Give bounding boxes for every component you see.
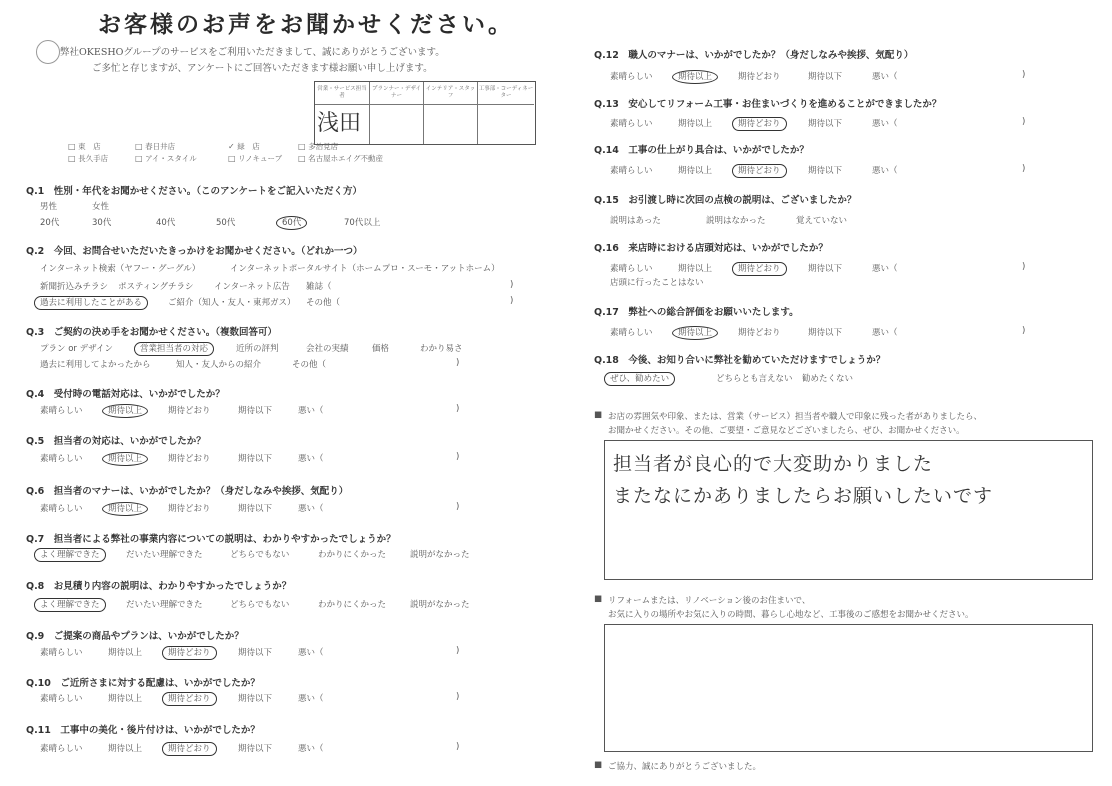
- comment1-bullet: ■: [594, 410, 603, 420]
- option-label: 素晴らしい: [40, 648, 83, 658]
- option-label: ): [456, 452, 460, 462]
- option-q8[interactable]: [230, 598, 289, 610]
- option-q10-selected[interactable]: [168, 692, 217, 704]
- option-label: 過去に利用してよかったから: [40, 360, 151, 370]
- store-label: アイ・スタイル: [145, 154, 197, 163]
- option-label: ): [1022, 164, 1026, 174]
- option-q16[interactable]: [610, 276, 704, 288]
- option-q13[interactable]: [872, 117, 898, 129]
- option-q12[interactable]: [738, 70, 781, 82]
- option-q3[interactable]: [420, 342, 463, 354]
- option-label: わかりにくかった: [318, 600, 387, 610]
- question-1: Q.1 性別・年代をお聞かせください。（このアンケートをご記入いただく方）: [26, 186, 362, 197]
- option-q2[interactable]: [40, 280, 108, 292]
- option-q14[interactable]: [872, 164, 898, 176]
- option-label: わかりにくかった: [318, 550, 387, 560]
- option-q5[interactable]: [168, 452, 211, 464]
- option-label: 悪い（: [872, 328, 898, 338]
- option-label: 悪い（: [872, 264, 898, 274]
- option-label: 30代: [92, 218, 112, 228]
- option-close-paren: [456, 692, 459, 702]
- option-label: 雑誌（: [306, 282, 332, 292]
- option-label: 期待以下: [808, 72, 843, 82]
- option-label: 悪い（: [298, 406, 324, 416]
- option-label: 素晴らしい: [610, 328, 653, 338]
- option-q8-selected[interactable]: [40, 598, 106, 610]
- option-q18-selected[interactable]: [610, 372, 675, 384]
- store-option-2[interactable]: [228, 141, 260, 152]
- store-option-4[interactable]: [68, 153, 108, 164]
- option-label: よく理解できた: [34, 598, 106, 612]
- option-label: よく理解できた: [34, 548, 106, 562]
- checkbox-icon[interactable]: □: [135, 142, 146, 151]
- option-q7[interactable]: [126, 548, 203, 560]
- store-label: 長久手店: [78, 154, 109, 163]
- option-label: どちらでもない: [230, 550, 290, 560]
- company-logo: [36, 40, 60, 64]
- option-q4-selected[interactable]: [108, 404, 148, 416]
- option-q11[interactable]: [298, 742, 324, 754]
- comment1-prompt-2: お聞かせください。その他、ご要望・ご意見などございましたら、ぜひ、お聞かせください。: [608, 426, 965, 436]
- footer-bullet: ■: [594, 760, 603, 770]
- option-label: 悪い（: [298, 504, 324, 514]
- option-label: だいたい理解できた: [126, 550, 203, 560]
- comment1-answer-line-1: 担当者が良心的で大変助かりました: [613, 453, 934, 475]
- option-label: ぜひ、勧めたい: [604, 372, 675, 386]
- option-label: ): [1022, 117, 1026, 127]
- option-label: 期待以上: [108, 694, 143, 704]
- store-label: 多治見店: [308, 142, 339, 151]
- option-label: 営業担当者の対応: [134, 342, 214, 356]
- store-option-0[interactable]: [68, 141, 101, 152]
- option-label: ): [456, 502, 460, 512]
- option-label: 説明はなかった: [706, 216, 766, 226]
- comment1-box[interactable]: [604, 440, 1093, 580]
- question-15: Q.15 お引渡し時に次回の点検の説明は、ございましたか？: [594, 195, 857, 206]
- option-label: 新聞折込みチラシ: [40, 282, 109, 292]
- option-q4[interactable]: [298, 404, 324, 416]
- store-option-7[interactable]: [298, 153, 383, 164]
- option-q18[interactable]: [802, 372, 853, 384]
- option-label: ): [456, 742, 460, 752]
- option-q13[interactable]: [678, 117, 712, 129]
- option-label: 悪い（: [298, 744, 324, 754]
- option-q1-selected[interactable]: [282, 216, 307, 228]
- option-close-paren: [456, 646, 459, 656]
- store-label: 春日井店: [145, 142, 176, 151]
- option-q7[interactable]: [410, 548, 470, 560]
- option-label: 期待以上: [102, 452, 148, 466]
- store-option-3[interactable]: [298, 141, 338, 152]
- checkmark-icon[interactable]: ✓: [228, 142, 238, 151]
- option-label: ): [456, 358, 460, 368]
- option-label: その他（: [306, 298, 341, 308]
- option-label: 期待以下: [238, 406, 273, 416]
- option-q3-selected[interactable]: [140, 342, 214, 354]
- option-label: 素晴らしい: [610, 264, 653, 274]
- option-label: 期待以下: [238, 694, 273, 704]
- option-label: 素晴らしい: [40, 454, 83, 464]
- option-label: 期待以下: [238, 744, 273, 754]
- option-q1[interactable]: [344, 216, 380, 228]
- checkbox-icon[interactable]: □: [298, 154, 309, 163]
- question-5: Q.5 担当者の対応は、いかがでしたか？: [26, 436, 206, 447]
- staff-header-construction: 工事部・コーディネーター: [478, 82, 534, 105]
- option-label: 素晴らしい: [40, 694, 83, 704]
- question-13: Q.13 安心してリフォーム工事・お住まいづくりを進めることができましたか？: [594, 99, 942, 110]
- option-label: 期待どおり: [738, 328, 781, 338]
- option-q17[interactable]: [738, 326, 781, 338]
- option-label: 過去に利用したことがある: [34, 296, 148, 310]
- option-q16[interactable]: [678, 262, 712, 274]
- option-q14[interactable]: [610, 164, 653, 176]
- option-q9[interactable]: [238, 646, 272, 658]
- option-label: ): [510, 280, 514, 290]
- question-18: Q.18 今後、お知り合いに弊社を勧めていただけますでしょうか？: [594, 355, 886, 366]
- option-label: 女性: [92, 202, 110, 212]
- option-label: 素晴らしい: [610, 72, 653, 82]
- option-label: 素晴らしい: [610, 119, 653, 129]
- option-label: 期待以上: [672, 326, 718, 340]
- option-close-paren: [456, 404, 459, 414]
- option-q5[interactable]: [238, 452, 272, 464]
- option-label: 期待どおり: [162, 692, 217, 706]
- option-q10[interactable]: [298, 692, 324, 704]
- store-option-1[interactable]: [135, 141, 175, 152]
- option-q12-selected[interactable]: [678, 70, 718, 82]
- option-q8[interactable]: [126, 598, 203, 610]
- option-label: 説明がなかった: [410, 600, 470, 610]
- comment2-prompt-1: リフォームまたは、リノベーション後のお住まいで、: [608, 596, 811, 606]
- option-label: 期待以下: [808, 264, 843, 274]
- option-q2[interactable]: [306, 296, 340, 308]
- option-label: ): [1022, 70, 1026, 80]
- option-label: 期待どおり: [162, 646, 217, 660]
- option-close-paren: [510, 296, 513, 306]
- store-label: 東 店: [78, 142, 101, 151]
- checkbox-icon[interactable]: □: [68, 142, 79, 151]
- option-label: 期待どおり: [162, 742, 217, 756]
- option-q7[interactable]: [230, 548, 289, 560]
- option-label: だいたい理解できた: [126, 600, 203, 610]
- option-q8[interactable]: [410, 598, 470, 610]
- option-q2[interactable]: [306, 280, 332, 292]
- staff-name-handwritten: 浅田: [317, 111, 362, 136]
- page-title: お客様のお声をお聞かせください。: [98, 12, 514, 38]
- option-label: 期待以上: [108, 648, 143, 658]
- comment1-prompt-1: お店の雰囲気や印象、または、営業（サービス）担当者や職人で印象に残った者がありましたら、: [608, 412, 983, 422]
- option-label: 期待以下: [808, 328, 843, 338]
- option-q12[interactable]: [610, 70, 653, 82]
- option-label: 60代: [276, 216, 307, 230]
- option-q5-selected[interactable]: [108, 452, 148, 464]
- option-q9[interactable]: [108, 646, 142, 658]
- option-close-paren: [1022, 262, 1025, 272]
- option-label: 素晴らしい: [40, 504, 83, 514]
- comment2-prompt-2: お気に入りの場所やお気に入りの時間、暮らし心地など、工事後のご感想をお聞かせください。: [608, 610, 974, 620]
- option-label: 期待以下: [238, 504, 273, 514]
- option-close-paren: [1022, 70, 1025, 80]
- comment2-bullet: ■: [594, 594, 603, 604]
- option-label: 50代: [216, 218, 236, 228]
- option-q17[interactable]: [872, 326, 898, 338]
- intro-line-1: 弊社OKESHOグループのサービスをご利用いただきまして、誠にありがとうございます。: [60, 47, 445, 58]
- option-q15[interactable]: [796, 214, 847, 226]
- question-12: Q.12 職人のマナーは、いかがでしたか？（身だしなみや挨拶、気配り）: [594, 50, 914, 61]
- checkbox-icon[interactable]: □: [68, 154, 79, 163]
- option-q11-selected[interactable]: [168, 742, 217, 754]
- comment1-answer-line-2: またなにかありましたらお願いしたいです: [613, 485, 994, 507]
- question-8: Q.8 お見積り内容の説明は、わかりやすかったでしょうか？: [26, 581, 292, 592]
- option-label: 40代: [156, 218, 176, 228]
- option-q2[interactable]: [40, 262, 200, 274]
- option-q10[interactable]: [40, 692, 83, 704]
- option-label: 悪い（: [872, 72, 898, 82]
- question-2: Q.2 今回、お問合せいただいたきっかけをお聞かせください。（どれか一つ）: [26, 246, 363, 257]
- option-close-paren: [1022, 326, 1025, 336]
- question-11: Q.11 工事中の美化・後片付けは、いかがでしたか？: [26, 725, 260, 736]
- option-q3[interactable]: [40, 342, 113, 354]
- option-q4[interactable]: [238, 404, 272, 416]
- question-3: Q.3 ご契約の決め手をお聞かせください。（複数回答可）: [26, 327, 278, 338]
- option-q7-selected[interactable]: [40, 548, 106, 560]
- question-7: Q.7 担当者による弊社の事業内容についての説明は、わかりやすかったでしょうか？: [26, 534, 396, 545]
- option-label: プラン or デザイン: [40, 344, 114, 354]
- option-label: 20代: [40, 218, 60, 228]
- option-label: 期待どおり: [168, 454, 211, 464]
- store-option-5[interactable]: [135, 153, 197, 164]
- option-q10[interactable]: [238, 692, 272, 704]
- option-q13[interactable]: [808, 117, 842, 129]
- option-label: ポスティングチラシ: [118, 282, 194, 292]
- option-q6[interactable]: [40, 502, 83, 514]
- option-q12[interactable]: [872, 70, 898, 82]
- option-q5[interactable]: [40, 452, 83, 464]
- option-q14-selected[interactable]: [738, 164, 787, 176]
- option-q13-selected[interactable]: [738, 117, 787, 129]
- option-close-paren: [1022, 117, 1025, 127]
- option-q6[interactable]: [168, 502, 211, 514]
- option-q3[interactable]: [176, 358, 261, 370]
- option-label: 期待どおり: [168, 504, 211, 514]
- option-label: 説明はあった: [610, 216, 661, 226]
- option-label: 期待以上: [102, 502, 148, 516]
- option-label: ): [510, 296, 514, 306]
- option-q2-selected[interactable]: [40, 296, 148, 308]
- question-14: Q.14 工事の仕上がり具合は、いかがでしたか？: [594, 145, 809, 156]
- option-q1[interactable]: [92, 200, 109, 212]
- staff-header-planner: プランナー・デザイナー: [370, 82, 424, 105]
- option-q16[interactable]: [808, 262, 842, 274]
- option-label: 期待以下: [238, 648, 273, 658]
- option-label: 店頭に行ったことはない: [610, 278, 704, 288]
- option-label: インターネットポータルサイト（ホームプロ・スーモ・アットホーム）: [230, 264, 500, 274]
- option-label: どちらとも言えない: [716, 374, 793, 384]
- option-q3[interactable]: [40, 358, 151, 370]
- option-label: 期待どおり: [732, 164, 787, 178]
- option-label: 期待どおり: [732, 117, 787, 131]
- option-label: 期待以上: [108, 744, 143, 754]
- option-label: インターネット広告: [214, 282, 290, 292]
- option-q1[interactable]: [216, 216, 235, 228]
- option-label: 期待どおり: [738, 72, 781, 82]
- option-close-paren: [456, 358, 459, 368]
- option-label: 素晴らしい: [40, 744, 83, 754]
- option-q17[interactable]: [808, 326, 842, 338]
- staff-table: [314, 81, 536, 145]
- option-label: 期待以上: [678, 264, 713, 274]
- option-q16-selected[interactable]: [738, 262, 787, 274]
- option-label: 価格: [372, 344, 390, 354]
- option-q15[interactable]: [610, 214, 661, 226]
- option-label: ): [1022, 262, 1026, 272]
- option-close-paren: [456, 452, 459, 462]
- option-q6[interactable]: [298, 502, 324, 514]
- option-label: 期待以上: [678, 119, 713, 129]
- comment2-box[interactable]: [604, 624, 1093, 752]
- option-q3[interactable]: [292, 358, 326, 370]
- option-label: 悪い（: [298, 648, 324, 658]
- option-q6[interactable]: [238, 502, 272, 514]
- option-label: 素晴らしい: [40, 406, 83, 416]
- option-q1[interactable]: [156, 216, 175, 228]
- option-label: どちらでもない: [230, 600, 290, 610]
- option-label: 説明がなかった: [410, 550, 470, 560]
- option-label: 悪い（: [298, 694, 324, 704]
- option-q18[interactable]: [716, 372, 793, 384]
- option-close-paren: [1022, 164, 1025, 174]
- option-q15[interactable]: [706, 214, 766, 226]
- option-q11[interactable]: [238, 742, 272, 754]
- store-option-6[interactable]: [228, 153, 282, 164]
- option-q9-selected[interactable]: [168, 646, 217, 658]
- question-4: Q.4 受付時の電話対応は、いかがでしたか？: [26, 389, 225, 400]
- option-q2[interactable]: [168, 296, 296, 308]
- option-label: ): [456, 646, 460, 656]
- staff-header-sales: 営業・サービス担当者: [315, 82, 370, 105]
- option-label: わかり易さ: [420, 344, 463, 354]
- option-q17-selected[interactable]: [678, 326, 718, 338]
- option-label: 勧めたくない: [802, 374, 854, 384]
- option-q4[interactable]: [168, 404, 211, 416]
- question-9: Q.9 ご提案の商品やプランは、いかがでしたか？: [26, 631, 244, 642]
- option-q14[interactable]: [678, 164, 712, 176]
- option-label: 期待以下: [238, 454, 273, 464]
- option-label: 悪い（: [298, 454, 324, 464]
- option-label: ): [1022, 326, 1026, 336]
- option-label: 悪い（: [872, 119, 898, 129]
- option-q5[interactable]: [298, 452, 324, 464]
- option-q1[interactable]: [40, 216, 59, 228]
- option-q17[interactable]: [610, 326, 653, 338]
- option-q4[interactable]: [40, 404, 83, 416]
- option-q3[interactable]: [236, 342, 279, 354]
- staff-header-interior: インテリア・スタッフ: [424, 82, 478, 105]
- intro-line-2: ご多忙と存じますが、アンケートにご回答いただきます様お願い申し上げます。: [92, 63, 433, 74]
- option-label: 期待以下: [808, 119, 843, 129]
- option-label: 期待以上: [672, 70, 718, 84]
- option-label: その他（: [292, 360, 327, 370]
- option-close-paren: [456, 502, 459, 512]
- store-label: リノキューブ: [238, 154, 283, 163]
- store-label: 名古屋ホエイグ不動産: [308, 154, 383, 163]
- checkbox-icon[interactable]: □: [135, 154, 146, 163]
- option-q9[interactable]: [40, 646, 83, 658]
- option-close-paren: [456, 742, 459, 752]
- question-6: Q.6 担当者のマナーは、いかがでしたか？（身だしなみや挨拶、気配り）: [26, 486, 349, 497]
- option-q6-selected[interactable]: [108, 502, 148, 514]
- checkbox-icon[interactable]: □: [298, 142, 309, 151]
- option-q3[interactable]: [306, 342, 349, 354]
- option-label: 覚えていない: [796, 216, 848, 226]
- option-label: 期待以上: [678, 166, 713, 176]
- option-label: 会社の実績: [306, 344, 349, 354]
- option-q16[interactable]: [872, 262, 898, 274]
- option-q1[interactable]: [40, 200, 57, 212]
- option-q11[interactable]: [108, 742, 142, 754]
- option-q7[interactable]: [318, 548, 386, 560]
- option-q14[interactable]: [808, 164, 842, 176]
- option-label: ): [456, 692, 460, 702]
- option-label: 悪い（: [872, 166, 898, 176]
- question-17: Q.17 弊社への総合評価をお願いいたします。: [594, 307, 799, 318]
- footer-thanks: ご協力、誠にありがとうございました。: [608, 762, 762, 772]
- option-q12[interactable]: [808, 70, 842, 82]
- option-q11[interactable]: [40, 742, 83, 754]
- option-q3[interactable]: [372, 342, 389, 354]
- option-label: 期待以下: [808, 166, 843, 176]
- option-label: 男性: [40, 202, 58, 212]
- option-label: 近所の評判: [236, 344, 279, 354]
- option-q10[interactable]: [108, 692, 142, 704]
- question-16: Q.16 来店時における店頭対応は、いかがでしたか？: [594, 243, 828, 254]
- option-q9[interactable]: [298, 646, 324, 658]
- option-label: 期待以上: [102, 404, 148, 418]
- question-10: Q.10 ご近所さまに対する配慮は、いかがでしたか？: [26, 678, 260, 689]
- option-q16[interactable]: [610, 262, 653, 274]
- option-q13[interactable]: [610, 117, 653, 129]
- option-label: 期待どおり: [732, 262, 787, 276]
- option-label: ご紹介（知人・友人・東邦ガス）: [168, 298, 296, 308]
- option-label: 知人・友人からの紹介: [176, 360, 262, 370]
- option-q2[interactable]: [214, 280, 290, 292]
- option-label: 70代以上: [344, 218, 381, 228]
- option-q2[interactable]: [230, 262, 500, 274]
- option-q8[interactable]: [318, 598, 386, 610]
- store-label: 緑 店: [237, 142, 260, 151]
- option-label: 期待どおり: [168, 406, 211, 416]
- option-close-paren: [510, 280, 513, 290]
- option-q1[interactable]: [92, 216, 111, 228]
- option-q2[interactable]: [118, 280, 193, 292]
- option-label: 素晴らしい: [610, 166, 653, 176]
- option-label: インターネット検索（ヤフー・グーグル）: [40, 264, 201, 274]
- option-label: ): [456, 404, 460, 414]
- checkbox-icon[interactable]: □: [228, 154, 239, 163]
